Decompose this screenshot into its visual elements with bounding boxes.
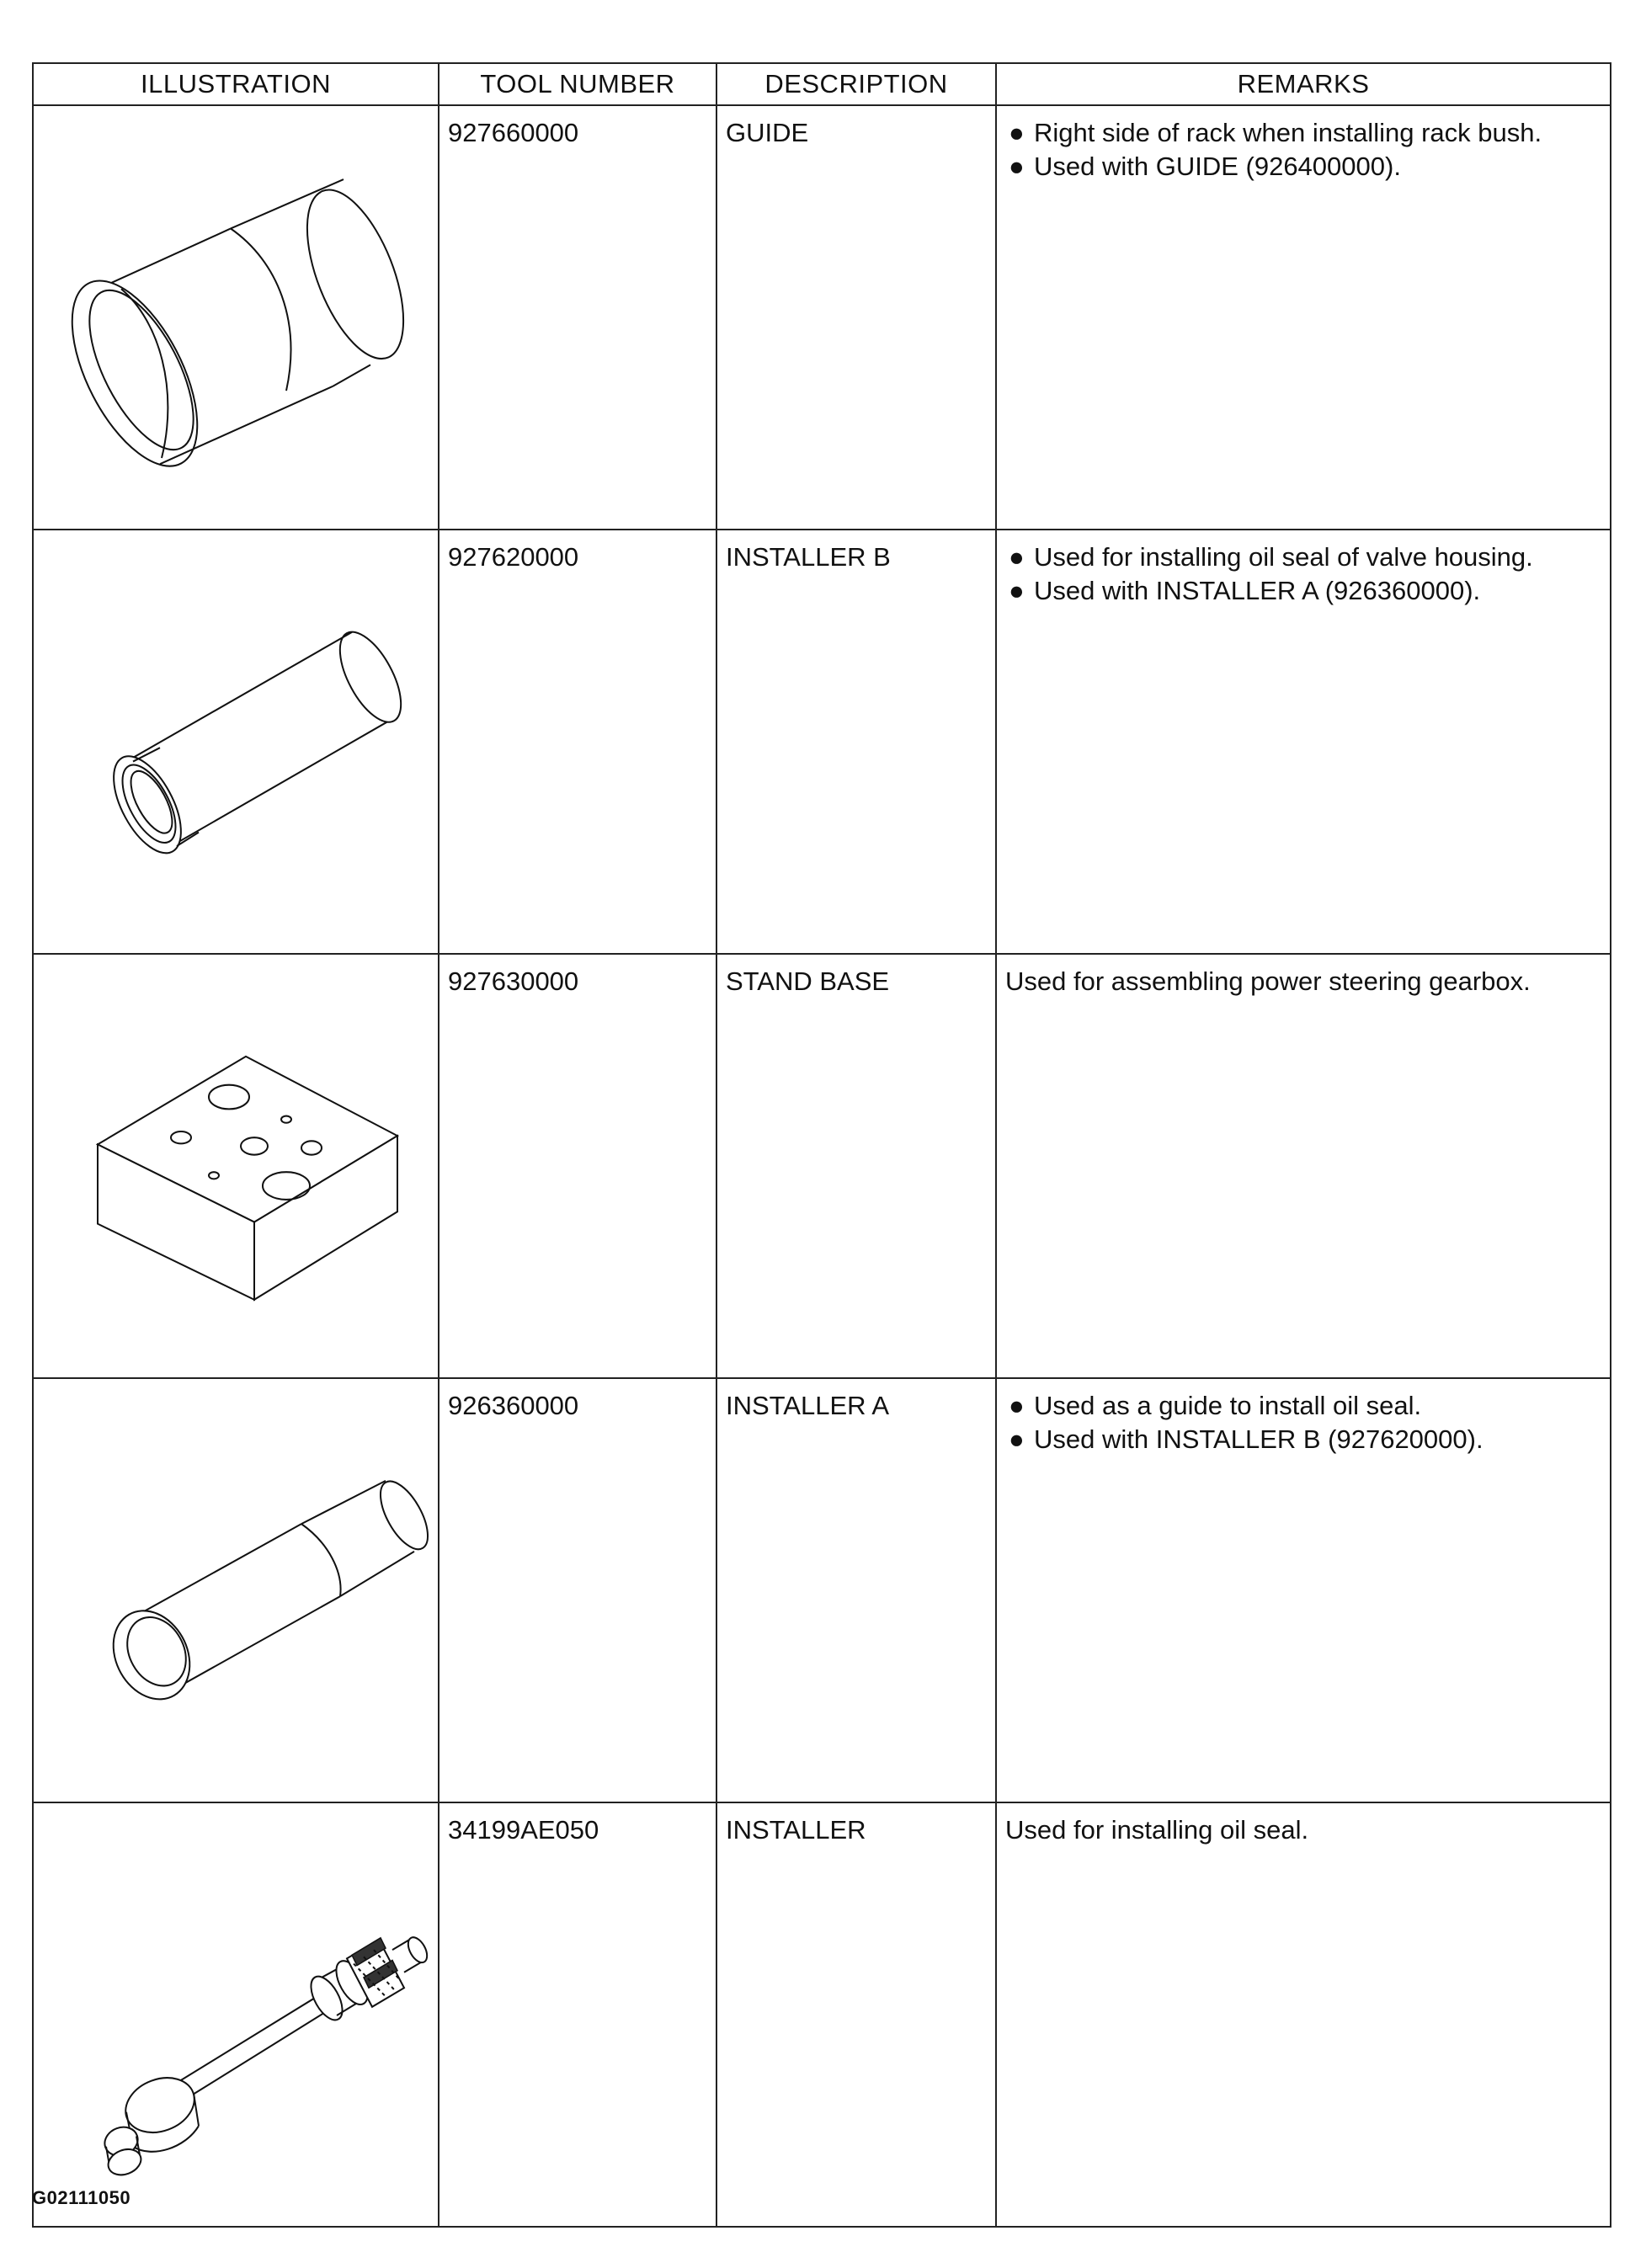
remark-text: Used with INSTALLER A (926360000). bbox=[1034, 576, 1481, 605]
remark-item bbox=[1005, 1423, 1601, 1456]
description-cell: STAND BASE bbox=[716, 954, 996, 1378]
guide-sleeve-icon bbox=[34, 106, 438, 529]
installer-tube-icon bbox=[34, 530, 438, 953]
header-illustration: ILLUSTRATION bbox=[33, 63, 439, 105]
description-cell: GUIDE bbox=[716, 105, 996, 530]
tool-number-cell: 927620000 bbox=[439, 530, 716, 954]
description-cell: INSTALLER A bbox=[716, 1378, 996, 1802]
illustration-cell bbox=[33, 1378, 439, 1802]
remark-item bbox=[1005, 540, 1601, 574]
illustration-cell bbox=[33, 954, 439, 1378]
stand-base-block-icon bbox=[34, 955, 438, 1377]
remark-text: Used with GUIDE (926400000). bbox=[1034, 152, 1401, 181]
tool-number-cell: 927630000 bbox=[439, 954, 716, 1378]
illustration-cell bbox=[33, 530, 439, 954]
header-tool-number: TOOL NUMBER bbox=[439, 63, 716, 105]
remark-text: Used for installing oil seal of valve housing. bbox=[1034, 542, 1533, 572]
tool-number-cell: 927660000 bbox=[439, 105, 716, 530]
bullet-icon: ● bbox=[1009, 576, 1025, 605]
remark-item bbox=[1005, 574, 1601, 608]
table-row bbox=[33, 954, 1611, 1378]
remarks-cell bbox=[996, 1378, 1611, 1802]
table-row bbox=[33, 1378, 1611, 1802]
description-cell: INSTALLER bbox=[716, 1802, 996, 2227]
bullet-icon: ● bbox=[1009, 118, 1025, 147]
figure-id-label: G02111050 bbox=[32, 2187, 131, 2208]
remark-text: Right side of rack when installing rack bush. bbox=[1034, 118, 1542, 147]
description-cell: INSTALLER B bbox=[716, 530, 996, 954]
header-description: DESCRIPTION bbox=[716, 63, 996, 105]
table-row bbox=[33, 530, 1611, 954]
illustration-cell bbox=[33, 1802, 439, 2227]
remark-item bbox=[1005, 150, 1601, 184]
table-row bbox=[33, 1802, 1611, 2227]
tapered-installer-icon bbox=[34, 1379, 438, 1802]
bullet-icon: ● bbox=[1009, 152, 1025, 181]
table-header-row bbox=[33, 63, 1611, 105]
bullet-icon: ● bbox=[1009, 1391, 1025, 1420]
remarks-cell: Used for installing oil seal. bbox=[996, 1802, 1611, 2227]
tool-number-cell: 926360000 bbox=[439, 1378, 716, 1802]
remark-item bbox=[1005, 116, 1601, 150]
remark-text: Used as a guide to install oil seal. bbox=[1034, 1391, 1422, 1420]
remarks-cell bbox=[996, 105, 1611, 530]
tool-number-cell: 34199AE050 bbox=[439, 1802, 716, 2227]
bullet-icon: ● bbox=[1009, 1424, 1025, 1454]
remarks-cell: Used for assembling power steering gearbox. bbox=[996, 954, 1611, 1378]
remark-text: Used with INSTALLER B (927620000). bbox=[1034, 1424, 1484, 1454]
table-row bbox=[33, 105, 1611, 530]
header-remarks: REMARKS bbox=[996, 63, 1611, 105]
shaft-installer-icon bbox=[34, 1803, 438, 2226]
remarks-cell bbox=[996, 530, 1611, 954]
illustration-cell bbox=[33, 105, 439, 530]
special-tools-table bbox=[32, 62, 1611, 2228]
bullet-icon: ● bbox=[1009, 542, 1025, 572]
remark-item bbox=[1005, 1389, 1601, 1423]
